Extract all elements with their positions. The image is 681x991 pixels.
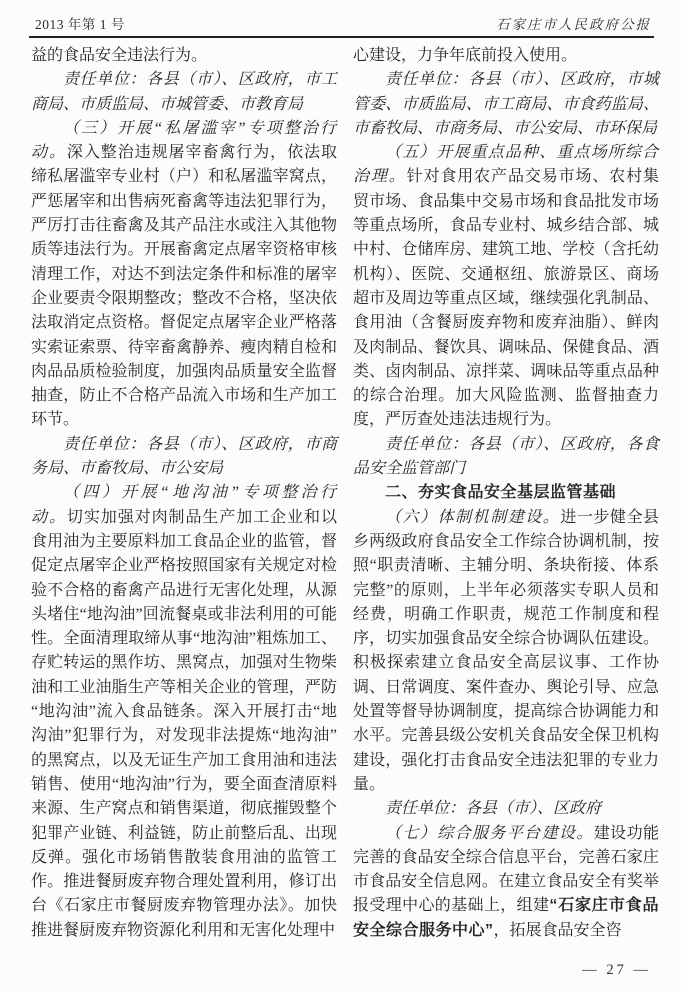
paragraph — [353, 68, 659, 141]
right-column — [353, 44, 659, 943]
item-heading-text: （五）开展重点品种、重点场所综合治理。 — [353, 144, 659, 186]
paragraph — [353, 433, 659, 482]
paragraph — [31, 433, 337, 482]
responsible-unit-text: 责任单位：各县（市）、区政府，市商务局、市畜牧局、市公安局 — [31, 435, 337, 478]
gazette-title: 石家庄市人民政府公报 — [496, 17, 651, 32]
body-text: 建设功能完善的食品安全综合信息平台，完善石家庄市食品安全信息网。在建立食品安全有奖举报受理中心的基础上，组建 — [353, 824, 659, 915]
paragraph — [353, 506, 659, 798]
body-text: 益的食品安全违法行为。 — [31, 47, 208, 64]
paragraph — [31, 44, 337, 68]
body-text: 深入整治违规屠宰畜禽行为，依法取缔私屠滥宰专业村（户）和私屠滥宰窝点，严惩屠宰和出售病死畜禽等违法犯罪行为，严厉打击往畜禽及其产品注水或注入其他物质等违法行为。开展畜禽定点屠宰资格审核清理工作，对达不到法定条件和标准的屠宰企业要责令限期整改；整改不合格，坚决依法取消定点资格。督促定点屠宰企业严格落实索证索票、待宰畜禽静养、瘦肉精自检和肉品品质检验制度，加强肉品质量安全监督抽查，防止不合格产品流入市场和生产加工环节。 — [31, 144, 337, 429]
paragraph — [31, 481, 337, 943]
body-text: ，拓展食品安全咨 — [493, 921, 622, 939]
body-text: 切实加强对肉制品生产加工企业和以食用油为主要原料加工食品企业的监管，督促定点屠宰企业严格按照国家有关规定对检验不合格的畜禽产品进行无害化处理，从源头堵住“地沟油”回流餐桌或非法利用的可能性。全面清理取缔从事“地沟油”粗炼加工、存贮转运的黑作坊、黑窝点，加强对生物柴油和工业油脂生产等相关企业的管理，严防“地沟油”流入食品链条。深入开展打击“地沟油”犯罪行为，对发现非法提炼“地沟油”的黑窝点，以及无证生产加工食用油和违法销售、使用“地沟油”行为，要全面查清原料来源、生产窝点和销售渠道，彻底摧毁整个犯罪产业链、利益链，防止前整后乱、出现反弹。强化市场销售散装食用油的监管工作。推进餐厨废弃物合理处置利用，修订出台《石家庄市餐厨废弃物管理办法》。加快推进餐厨废弃物资源化利用和无害化处理中 — [31, 508, 337, 939]
emphasis-bold-text: “石家庄市食品安全综合服务中心” — [353, 897, 659, 939]
body-text: 进一步健全县乡两级政府食品安全工作综合协调机制，按照“职责清晰、主辅分明、条块衔接、体系完整”的原则，上半年必须落实专职人员和经费，明确工作职责，规范工作制度和程序，切实加强食品安全综合协调队伍建设。积极探索建立食品安全高层议事、工作协调、日常调度、案件查办、舆论引导、应急处置等督导协调制度，提高综合协调能力和水平。完善县级公安机关食品安全保卫机构建设，强化打击食品安全违法犯罪的专业力量。 — [353, 508, 659, 793]
paragraph — [353, 44, 659, 68]
body-text: 心建设，力争年底前投入使用。 — [353, 47, 578, 64]
issue-number: 2013 年第 1 号 — [35, 17, 125, 32]
responsible-unit-text: 责任单位：各县（市）、区政府，市工商局、市质监局、市城管委、市教育局 — [31, 71, 337, 113]
body-text: 针对食用农产品交易市场、农村集贸市场、食品集中交易市场和食品批发市场等重点场所，食品专业村、城乡结合部、城中村、仓储库房、建筑工地、学校（含托幼机构）、医院、交通枢纽、旅游景区、商场超市及周边等重点区域，继续强化乳制品、食用油（含餐厨废弃物和废弃油脂）、鲜肉及肉制品、餐饮具、调味品、保健食品、酒类、卤肉制品、凉拌菜、调味品等重点品种的综合治理。加大风险监测、监督抽查力度，严厉查处违法违规行为。 — [353, 168, 659, 429]
responsible-unit-text: 责任单位：各县（市）、区政府 — [385, 800, 602, 818]
section-heading-text: 二、夯实食品安全基层监管基础 — [385, 484, 617, 502]
paragraph — [31, 68, 337, 117]
page-number: — 27 — — [582, 962, 651, 978]
responsible-unit-text: 责任单位：各县（市）、区政府，各食品安全监管部门 — [353, 435, 659, 478]
paragraph — [353, 797, 659, 821]
paragraph — [353, 141, 659, 433]
item-heading-text: （三）开展“私屠滥宰”专项整治行动。 — [31, 119, 337, 162]
article-body — [0, 38, 681, 943]
item-heading-text: （七）综合服务平台建设。 — [385, 824, 594, 842]
item-heading-text: （四）开展“地沟油”专项整治行动。 — [31, 484, 337, 526]
responsible-unit-text: 责任单位：各县（市）、区政府，市城管委、市质监局、市工商局、市食药监局、市畜牧局、市商务局、市公安局、市环保局 — [353, 71, 659, 137]
left-column — [31, 44, 337, 943]
paragraph — [353, 481, 659, 505]
page-footer — [582, 962, 651, 979]
paragraph — [31, 117, 337, 433]
paragraph — [353, 822, 659, 943]
item-heading-text: （六）体制机制建设。 — [385, 508, 561, 526]
page-header — [0, 0, 681, 33]
